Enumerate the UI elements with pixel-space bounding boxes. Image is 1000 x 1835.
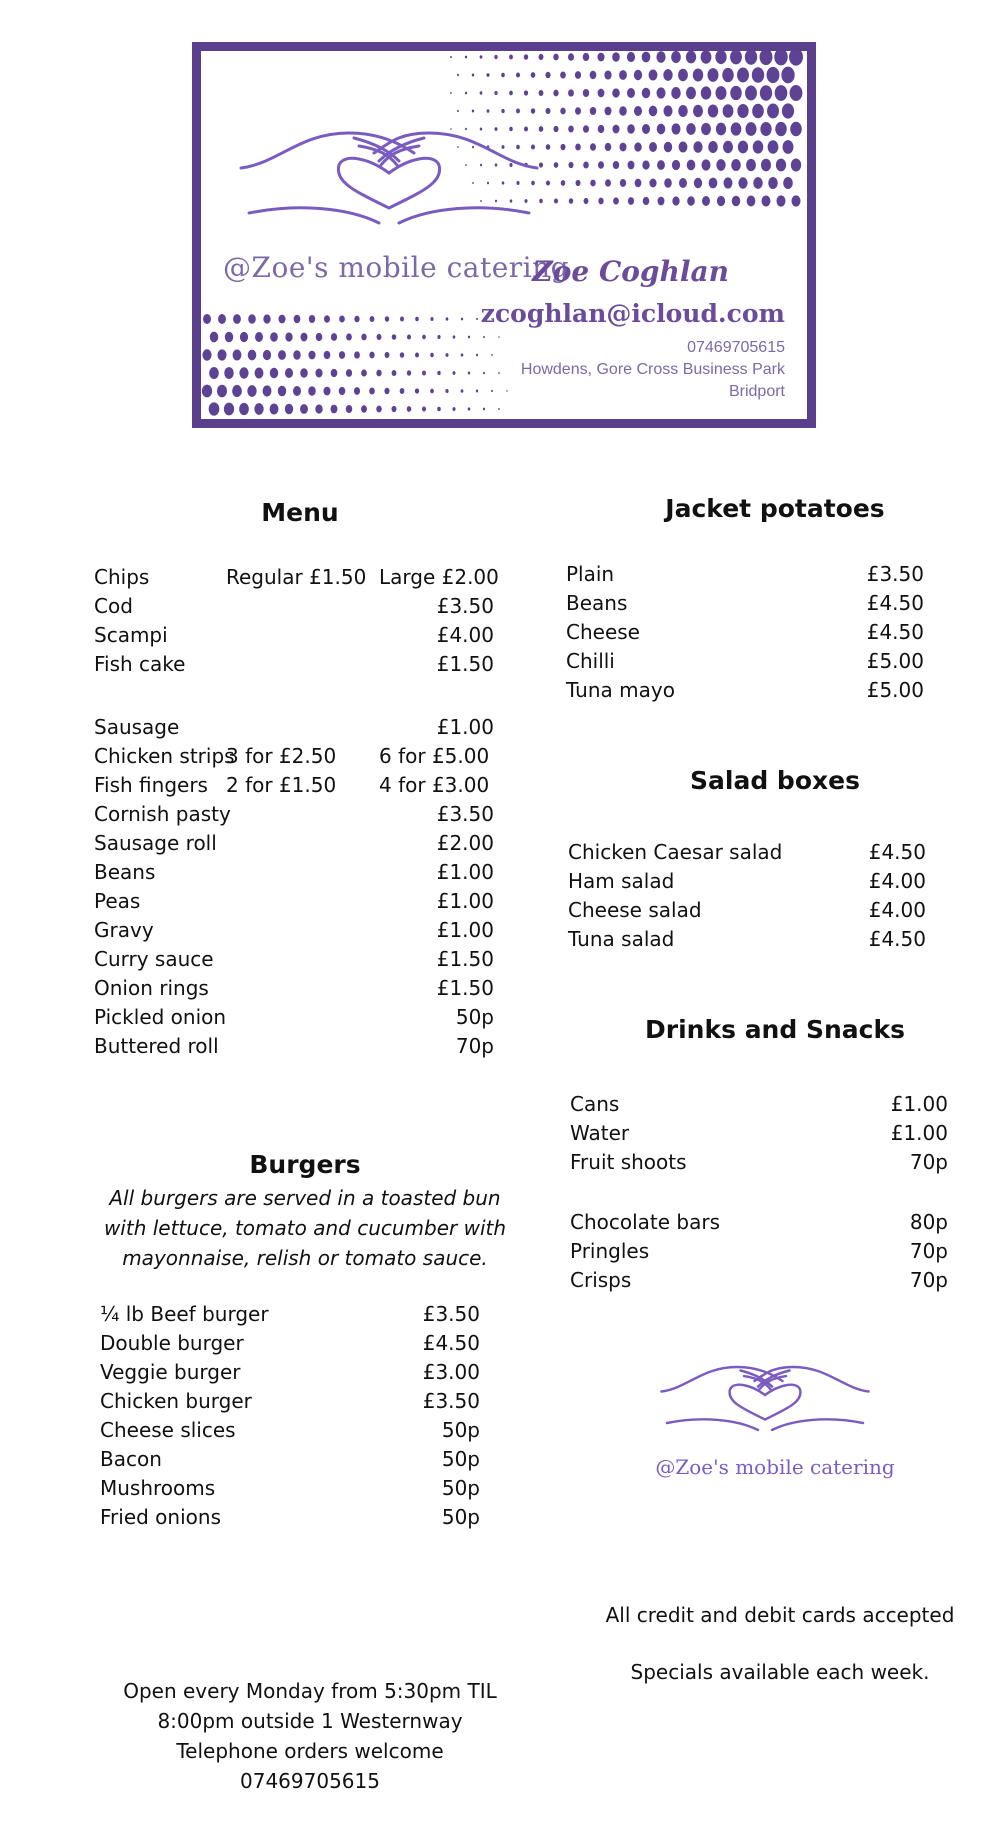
menu-item-row: [94, 563, 499, 592]
menu-item-row: [94, 887, 494, 916]
item-name: Cans: [570, 1092, 620, 1116]
item-price: 70p: [909, 1239, 948, 1263]
item-name: Bacon: [100, 1447, 162, 1471]
item-price: 50p: [441, 1447, 480, 1471]
menu-item-row: [570, 1208, 948, 1237]
item-name: Sausage roll: [94, 831, 217, 855]
item-name: Ham salad: [568, 869, 675, 893]
item-price: £1.00: [436, 889, 494, 913]
item-price: £3.50: [436, 594, 494, 618]
item-price: £4.50: [866, 591, 924, 615]
item-name: Gravy: [94, 918, 154, 942]
item-price: £4.50: [868, 840, 926, 864]
menu-item-row: [566, 589, 924, 618]
menu-item-row: [94, 1032, 494, 1061]
salad-boxes-heading: Salad boxes: [690, 766, 860, 795]
item-price: £3.50: [436, 802, 494, 826]
item-price: 50p: [455, 1005, 494, 1029]
menu-item-row: [94, 771, 494, 800]
opening-phone[interactable]: 07469705615: [240, 1769, 380, 1793]
item-price: £1.00: [890, 1121, 948, 1145]
item-name: Peas: [94, 889, 141, 913]
item-price: 80p: [909, 1210, 948, 1234]
item-price: £1.00: [890, 1092, 948, 1116]
item-name: Onion rings: [94, 976, 209, 1000]
item-option-price: 4 for £3.00: [379, 773, 490, 797]
item-price: £3.50: [422, 1389, 480, 1413]
item-name: Tuna mayo: [566, 678, 675, 702]
item-option-price: 2 for £1.50: [226, 773, 337, 797]
item-option-price: Regular £1.50: [226, 565, 367, 589]
item-name: Fish cake: [94, 652, 186, 676]
item-price: 70p: [909, 1150, 948, 1174]
item-name: Chilli: [566, 649, 615, 673]
item-option-price: 6 for £5.00: [379, 744, 490, 768]
card-owner-name: Zoe Coghlan: [532, 255, 729, 288]
item-price: 70p: [909, 1268, 948, 1292]
item-name: Beans: [94, 860, 156, 884]
burgers-heading: Burgers: [249, 1150, 361, 1179]
item-name: Chicken strips: [94, 744, 235, 768]
opening-line-1: Open every Monday from 5:30pm TIL: [123, 1679, 497, 1703]
menu-item-row: [568, 896, 926, 925]
menu-item-row: [94, 621, 494, 650]
item-name: Fried onions: [100, 1505, 221, 1529]
menu-item-row: [568, 925, 926, 954]
specials-text: Specials available each week.: [630, 1660, 930, 1684]
item-name: Double burger: [100, 1331, 244, 1355]
item-name: Crisps: [570, 1268, 632, 1292]
menu-item-row: [100, 1416, 480, 1445]
item-price: 50p: [441, 1418, 480, 1442]
item-price: £3.50: [866, 562, 924, 586]
menu-item-row: [94, 742, 494, 771]
item-name: Chicken Caesar salad: [568, 840, 783, 864]
opening-hours: [110, 1676, 510, 1796]
hands-heart-icon: [239, 113, 539, 233]
card-town: Bridport: [728, 383, 785, 400]
opening-line-2: 8:00pm outside 1 Westernway: [157, 1709, 463, 1733]
card-phone[interactable]: 07469705615: [687, 339, 785, 356]
item-price: £4.50: [866, 620, 924, 644]
menu-item-row: [570, 1237, 948, 1266]
menu-item-row: [570, 1148, 948, 1177]
jacket-potatoes-heading: Jacket potatoes: [665, 494, 885, 523]
item-price: £3.00: [422, 1360, 480, 1384]
item-price: £1.50: [436, 947, 494, 971]
item-name: Mushrooms: [100, 1476, 216, 1500]
item-name: Veggie burger: [100, 1360, 241, 1384]
menu-item-row: [570, 1119, 948, 1148]
item-price: £1.50: [436, 976, 494, 1000]
item-name: Cornish pasty: [94, 802, 231, 826]
menu-item-row: [100, 1387, 480, 1416]
menu-item-row: [94, 713, 494, 742]
item-name: Tuna salad: [568, 927, 675, 951]
menu-item-row: [100, 1358, 480, 1387]
menu-item-row: [566, 647, 924, 676]
hands-heart-icon: [660, 1350, 870, 1440]
menu-item-row: [100, 1503, 480, 1532]
menu-item-row: [94, 945, 494, 974]
item-name: Chicken burger: [100, 1389, 252, 1413]
item-name: Cod: [94, 594, 133, 618]
item-price: £4.50: [868, 927, 926, 951]
item-name: Buttered roll: [94, 1034, 219, 1058]
menu-item-row: [566, 618, 924, 647]
menu-item-row: [100, 1474, 480, 1503]
item-name: Curry sauce: [94, 947, 214, 971]
menu-heading: Menu: [261, 498, 339, 527]
item-name: Chips: [94, 565, 150, 589]
menu-item-row: [570, 1090, 948, 1119]
menu-item-row: [568, 838, 926, 867]
item-price: £4.00: [436, 623, 494, 647]
item-price: £3.50: [422, 1302, 480, 1326]
item-name: Cheese: [566, 620, 640, 644]
item-name: Pickled onion: [94, 1005, 227, 1029]
item-price: £1.50: [436, 652, 494, 676]
item-price: £4.00: [868, 898, 926, 922]
item-name: ¼ lb Beef burger: [100, 1302, 269, 1326]
business-card: [192, 42, 816, 428]
item-name: Sausage: [94, 715, 180, 739]
card-address: Howdens, Gore Cross Business Park: [520, 361, 785, 378]
item-name: Pringles: [570, 1239, 650, 1263]
menu-item-row: [570, 1266, 948, 1295]
burgers-note: All burgers are served in a toasted bun with lettuce, tomato and cucumber with mayonnaise, relish or tomato sauce.: [103, 1186, 507, 1270]
card-email[interactable]: zcoghlan@icloud.com: [480, 299, 785, 328]
opening-line-3: Telephone orders welcome: [176, 1739, 444, 1763]
menu-item-row: [94, 974, 494, 1003]
item-option-price: Large £2.00: [379, 565, 499, 589]
item-price: £5.00: [866, 678, 924, 702]
menu-item-row: [566, 676, 924, 705]
item-price: £1.00: [436, 715, 494, 739]
menu-item-row: [100, 1445, 480, 1474]
item-price: 70p: [455, 1034, 494, 1058]
card-brand-name: @Zoe's mobile catering: [223, 251, 570, 284]
item-name: Water: [570, 1121, 630, 1145]
drinks-snacks-heading: Drinks and Snacks: [645, 1015, 905, 1044]
item-name: Scampi: [94, 623, 168, 647]
menu-item-row: [100, 1300, 480, 1329]
item-price: £2.00: [436, 831, 494, 855]
menu-item-row: [94, 829, 494, 858]
menu-item-row: [94, 916, 494, 945]
item-price: £4.50: [422, 1331, 480, 1355]
menu-item-row: [94, 858, 494, 887]
item-price: £4.00: [868, 869, 926, 893]
menu-item-row: [94, 650, 494, 679]
item-option-price: 3 for £2.50: [226, 744, 337, 768]
menu-item-row: [100, 1329, 480, 1358]
item-price: £1.00: [436, 918, 494, 942]
menu-item-row: [566, 560, 924, 589]
item-name: Cheese salad: [568, 898, 702, 922]
menu-item-row: [94, 592, 494, 621]
item-name: Beans: [566, 591, 628, 615]
item-price: £1.00: [436, 860, 494, 884]
item-name: Chocolate bars: [570, 1210, 721, 1234]
item-price: £5.00: [866, 649, 924, 673]
menu-item-row: [568, 867, 926, 896]
item-price: 50p: [441, 1505, 480, 1529]
menu-item-row: [94, 800, 494, 829]
item-name: Plain: [566, 562, 615, 586]
item-name: Fish fingers: [94, 773, 208, 797]
item-price: 50p: [441, 1476, 480, 1500]
item-name: Fruit shoots: [570, 1150, 687, 1174]
logo-brand-text: @Zoe's mobile catering: [655, 1455, 895, 1479]
menu-item-row: [94, 1003, 494, 1032]
item-name: Cheese slices: [100, 1418, 236, 1442]
cards-accepted-text: All credit and debit cards accepted: [605, 1603, 955, 1627]
